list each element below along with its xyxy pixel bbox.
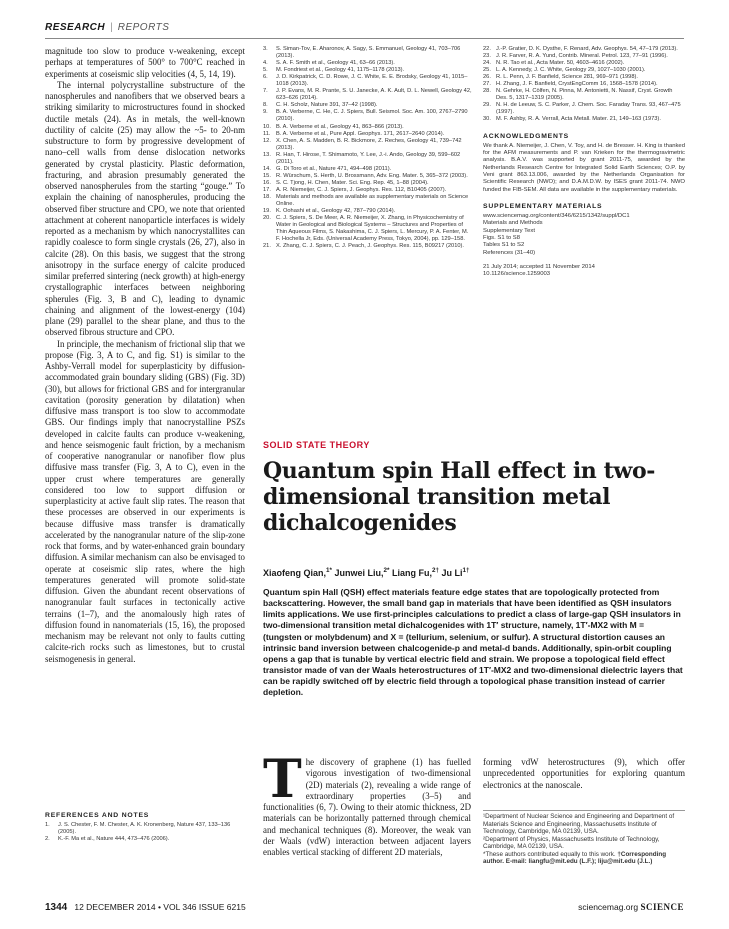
- reference-item: [483, 102, 685, 116]
- reference-number: 28.: [483, 88, 491, 95]
- subsection-label: REPORTS: [117, 22, 170, 33]
- reference-text: B. A. Verberne, C. He, C. J. Spiers, Bull. Seismol. Soc. Am. 100, 2767–2790 (2010).: [276, 109, 468, 123]
- reference-item: [483, 46, 685, 53]
- reference-number: 12.: [263, 137, 271, 144]
- middle-references: [263, 46, 473, 250]
- running-header: RESEARCH | REPORTS: [45, 22, 170, 33]
- body-paragraph: The internal polycrystalline substructure of the nanospherules and nanofibers that we observed bears a striking similarity to microstructures found in shocked ductile metals (24). As in metals, the well-known ductility of calcite (25) may allow the ~5- to 20-nm substructure to form by progressive development of nano–cell walls from dense dislocation networks generated by crystal plasticity. Plastic deformation, fracturing, and abrasion presumably generated the observed nanospherules from the starting “gouge.” To explain the chaining of nanospherules, producing the observed fiber structure and CPO, we note that oriented attachment at coherent nanoparticle interfaces is widely reported as a mechanism by which nanocrystallites can rapidly coalesce to form single crystals (26, 27), also in calcite (28). On this basis, we suggest that the strong anisotropy in the surface energy of calcite produced similar preferred sintering (neck growth) at high-energy crystallographic interfaces between neighboring spherules (Fig. 3, B and C), leading to dynamic chaining and alignment of the lowest-energy (104) plane (29) parallel to the shear plane, and thus to the observed fibrous structure and CPO.: [45, 79, 245, 338]
- reference-text: B. A. Verberne et al., Pure Appl. Geophys. 171, 2617–2640 (2014).: [276, 130, 445, 137]
- right-column: [483, 46, 685, 279]
- reference-number: 25.: [483, 67, 491, 74]
- affiliation: ¹Department of Nuclear Science and Engineering and Department of Materials Science and Engineering, Massachusetts Institute of Technology, Cambridge, MA 02139, USA.: [483, 813, 675, 835]
- reference-text: N. H. de Leeuw, S. C. Parker, J. Chem. Soc. Faraday Trans. 93, 467–475 (1997).: [496, 102, 681, 116]
- article-body-col1: [263, 749, 471, 858]
- reference-number: 9.: [263, 109, 268, 116]
- reference-number: 10.: [263, 123, 271, 130]
- reference-text: J. R. Farver, R. A. Yund, Contrib. Mineral. Petrol. 123, 77–91 (1996).: [496, 53, 668, 60]
- supplementary-item: Figs. S1 to S8: [483, 234, 520, 241]
- reference-text: A. R. Niemeijer, C. J. Spiers, J. Geophys. Res. 112, B10405 (2007).: [276, 186, 447, 193]
- body-paragraph: In principle, the mechanism of frictional slip that we propose (Fig. 3, A to C, and fig. S1) is similar to the Ashby-Verrall model for superplasticity by diffusion-accommodated grain boundary sliding (GBS) (Fig. 3D) (30), but allows for frictional GBS and for intergranular cavitation (porosity generation by dilatation) when diffusive mass transport is too slow to accommodate GBS. Our findings imply that nanocrystalline PSZs developed in calcite faults can produce v-weakening, and hence seismogenic fault friction, by a mechanism of cooperative nanogranular or nanofiber flow plus diffusive mass transfer (Fig. 3, A to C), even in the upper crust where temperatures are generally considered too low to support diffusion or superplasticity at active fault slip rates. The reason that these processes are observed in our experiments is because diffusive mass transfer is dramatically accelerated by the nanogranular nature of the slip-zone rock that forms, and by water-enhanced grain boundary diffusion. A similar mechanism can also be envisaged to operate at coseismic slip rates, where the high temperatures generated will promote solid-state diffusion. Given the abundant recent observations of nanogranular fault surfaces in tectonically active terrains (1–7), and the anomalously high rates of diffusion found in nanomaterials (15, 16), the proposed mechanism may be relevant not only to faults cutting calcite-rich rocks such as limestones, but to crustal seismogenesis in general.: [45, 338, 245, 664]
- reference-text: G. Di Toro et al., Nature 471, 494–498 (2011).: [276, 165, 392, 172]
- reference-item: [263, 124, 473, 131]
- supplementary-item: Materials and Methods: [483, 220, 543, 227]
- reference-item: [483, 116, 685, 123]
- reference-list: [45, 822, 245, 843]
- reference-number: 23.: [483, 53, 491, 60]
- left-column: [45, 46, 245, 665]
- reference-number: 4.: [263, 60, 268, 67]
- author: Junwei Liu,: [334, 568, 384, 578]
- section-label: RESEARCH: [45, 22, 106, 33]
- reference-item: [483, 60, 685, 67]
- body-text: he discovery of graphene (1) has fuelled vigorous investigation of two-dimensional (2D) materials (2), revealing a wide range of extraordinary properties (3–5) and functionalities (6, 7). Owing to their atomic thickness, 2D materials can be horizontally patterned through chemical and mechanical techniques (8). Moreover, the weak van der Waals (vdW) interaction between adjacent layers enables vertical stacking of different 2D materials,: [263, 757, 471, 857]
- reference-item: [263, 187, 473, 194]
- reference-number: 2.: [45, 836, 50, 843]
- page-footer: [45, 902, 684, 914]
- reference-number: 30.: [483, 116, 491, 123]
- reference-text: J. S. Chester, F. M. Chester, A. K. Kronenberg, Nature 437, 133–136 (2005).: [58, 822, 231, 836]
- reference-text: N. Gehrke, H. Cölfen, N. Pinna, M. Antonietti, N. Nassif, Cryst. Growth Des. 5, 1317–1319 (2005).: [496, 88, 673, 102]
- reference-item: [263, 60, 473, 67]
- reference-number: 8.: [263, 102, 268, 109]
- supplementary-item: References (31–40): [483, 249, 536, 256]
- reference-text: J.-P. Gratier, D. K. Dysthe, F. Renard, Adv. Geophys. 54, 47–179 (2013).: [496, 46, 678, 52]
- author-affil: 2†: [431, 567, 439, 574]
- reference-item: [483, 88, 685, 102]
- affiliations: [483, 810, 685, 866]
- author-affil: 1†: [462, 567, 470, 574]
- author: Xiaofeng Qian,: [263, 568, 327, 578]
- reference-item: [263, 215, 473, 243]
- acknowledgments-heading: ACKNOWLEDGMENTS: [483, 132, 570, 140]
- reference-item: [483, 74, 685, 81]
- reference-number: 16.: [263, 179, 271, 186]
- reference-number: 19.: [263, 208, 271, 215]
- reference-number: 18.: [263, 193, 271, 200]
- reference-item: [263, 166, 473, 173]
- reference-item: [263, 138, 473, 152]
- reference-number: 3.: [263, 46, 268, 52]
- reference-number: 5.: [263, 67, 268, 74]
- reference-text: R. Würschum, S. Herth, U. Brossmann, Adv. Eng. Mater. 5, 365–372 (2003).: [276, 172, 468, 179]
- reference-text: K. Oohashi et al., Geology 42, 787–790 (2014).: [276, 208, 396, 215]
- reference-text: K.-F. Ma et al., Nature 444, 473–476 (2006).: [58, 836, 170, 843]
- article-kicker: SOLID STATE THEORY: [263, 440, 370, 450]
- reference-item: [263, 131, 473, 138]
- reference-item: [263, 152, 473, 166]
- reference-text: M. F. Ashby, R. A. Verrall, Acta Metall. Mater. 21, 149–163 (1973).: [496, 116, 661, 123]
- reference-number: 14.: [263, 165, 271, 172]
- reference-item: [483, 81, 685, 88]
- header-rule: [45, 38, 684, 39]
- author: Liang Fu,: [391, 568, 432, 578]
- reference-number: 6.: [263, 74, 268, 81]
- reference-item: [263, 173, 473, 180]
- author-affil: 1*: [326, 567, 332, 574]
- article-body-col2: [483, 757, 685, 791]
- reference-text: X. Chen, A. S. Madden, B. R. Bickmore, Z. Reches, Geology 41, 739–742 (2013).: [276, 137, 462, 151]
- journal-name: SCIENCE: [640, 902, 684, 912]
- issue-info: 12 DECEMBER 2014 • VOL 346 ISSUE 6215: [74, 902, 246, 912]
- reference-text: S. C. Tjong, H. Chen, Mater. Sci. Eng. Rep. 45, 1–88 (2004).: [276, 179, 429, 186]
- references-heading: REFERENCES AND NOTES: [45, 812, 150, 819]
- reference-item: [263, 88, 473, 102]
- reference-text: Materials and methods are available as supplementary materials on Science Online.: [276, 193, 469, 208]
- affiliation: ²Department of Physics, Massachusetts Institute of Technology, Cambridge, MA 02139, USA.: [483, 835, 660, 850]
- reference-text: J. P. Evans, M. R. Prante, S. U. Janecke, A. K. Ault, D. L. Newell, Geology 42, 623–626 (2014).: [276, 88, 472, 102]
- site-link[interactable]: sciencemag.org: [578, 902, 639, 912]
- reference-number: 26.: [483, 74, 491, 81]
- reference-item: [263, 208, 473, 215]
- reference-number: 17.: [263, 186, 271, 193]
- article-title: Quantum spin Hall effect in two-dimensional transition metal dichalcogenides: [263, 458, 655, 536]
- reference-number: 27.: [483, 81, 491, 88]
- supplementary-link[interactable]: www.sciencemag.org/content/346/6215/1342/suppl/DC1: [483, 212, 630, 219]
- reference-text: C. H. Scholz, Nature 391, 37–42 (1998).: [276, 102, 378, 109]
- reference-number: 24.: [483, 60, 491, 67]
- reference-text: C. J. Spiers, S. De Meer, A. R. Niemeijer, X. Zhang, in Physicochemistry of Water in Geological and Biological Systems – Structures and Properties of Thin Aqueous Films, S. Nakashima, C. J. Spiers, L. Mercury, P. A. Fenter, M. F. Hochella Jr, Eds. (Universal Academy Press, Tokyo, 2004), pp. 129–158.: [276, 215, 469, 243]
- reference-item: [483, 67, 685, 74]
- reference-number: 29.: [483, 102, 491, 109]
- dates: [483, 264, 685, 279]
- reference-text: R. L. Penn, J. F. Banfield, Science 281, 969–971 (1998).: [496, 74, 638, 81]
- supplementary-list: [483, 213, 685, 257]
- supplementary-heading: SUPPLEMENTARY MATERIALS: [483, 202, 603, 210]
- reference-text: N. R. Tao et al., Acta Mater. 50, 4603–4616 (2002).: [496, 60, 625, 67]
- drop-cap: T: [263, 749, 302, 810]
- corresponding-author-note: †Corresponding author. E-mail: liangfu@mit.edu (L.F.); liju@mit.edu (J.L.): [483, 850, 667, 865]
- reference-item: [263, 102, 473, 109]
- reference-text: X. Zhang, C. J. Spiers, C. J. Peach, J. Geophys. Res. 115, B09217 (2010).: [276, 243, 464, 250]
- reference-number: 20.: [263, 215, 271, 222]
- reference-number: 15.: [263, 172, 271, 179]
- author-affil: 2*: [383, 567, 390, 574]
- reference-number: 1.: [45, 822, 50, 828]
- reference-text: S. A. F. Smith et al., Geology 41, 63–66 (2013).: [276, 60, 395, 67]
- reference-item: [263, 180, 473, 187]
- reference-number: 22.: [483, 46, 491, 52]
- reference-item: [45, 822, 245, 836]
- body-text: forming vdW heterostructures (9), which offer unprecedented opportunities for exploring quantum electronics at the nanoscale.: [483, 757, 685, 790]
- reference-text: M. Fondriest et al., Geology 41, 1175–1178 (2013).: [276, 67, 405, 74]
- left-references: [45, 806, 245, 843]
- page-number: 1344: [45, 902, 68, 913]
- reference-text: H. Zhang, J. F. Banfield, CrystEngComm 16, 1568–1578 (2014).: [496, 81, 658, 88]
- reference-number: 11.: [263, 130, 271, 137]
- reference-item: [45, 836, 245, 843]
- abstract: Quantum spin Hall (QSH) effect materials feature edge states that are topologically protected from backscattering. However, the small band gap in materials that have been identified as QSH insulators limits applications. We use first-principles calculations to predict a class of large-gap QSH insulators in two-dimensional transition metal dichalcogenides with 1T′ structure, namely, 1T′-MX2 with M = (tungsten or molybdenum) and X = (tellurium, selenium, or sulfur). A structural distortion causes an intrinsic band inversion between chalcogenide-p and metal-d bands. Additionally, spin-orbit coupling opens a gap that is tunable by vertical electric field and strain. We propose a topological field effect transistor made of van der Waals heterostructures of 1T′-MX2 and two-dimensional dielectric layers that can be rapidly switched off by electric field through a topological phase transition instead of carrier depletion.: [263, 587, 683, 698]
- reference-number: 7.: [263, 88, 268, 95]
- doi[interactable]: 10.1126/science.1259003: [483, 271, 551, 278]
- reference-number: 21.: [263, 243, 271, 250]
- author-list: [263, 568, 470, 578]
- supplementary-item: Tables S1 to S2: [483, 242, 525, 249]
- equal-contribution-note: *These authors contributed equally to this work.: [483, 850, 616, 858]
- reference-text: J. D. Kirkpatrick, C. D. Rowe, J. C. White, E. E. Brodsky, Geology 41, 1015–1018 (2013).: [276, 74, 468, 88]
- supplementary-item: Supplementary Text: [483, 227, 535, 234]
- reference-item: [263, 46, 473, 60]
- reference-text: B. A. Verberne et al., Geology 41, 863–866 (2013).: [276, 123, 404, 130]
- reference-item: [263, 67, 473, 74]
- received-accepted-date: 21 July 2014; accepted 11 November 2014: [483, 263, 595, 270]
- reference-item: [263, 74, 473, 88]
- body-paragraph: magnitude too slow to produce v-weakening, except perhaps at temperatures of 500° to 700°C reached in experiments at coseismic slip velocities (4, 5, 14, 19).: [45, 46, 245, 79]
- reference-text: L. A. Kennedy, J. C. White, Geology 29, 1027–1030 (2001).: [496, 67, 646, 74]
- author: Ju Li: [441, 568, 463, 578]
- reference-list: [483, 46, 685, 124]
- reference-item: [483, 53, 685, 60]
- reference-text: R. Han, T. Hirose, T. Shimamoto, Y. Lee, J.-i. Ando, Geology 39, 599–602 (2011).: [276, 151, 461, 165]
- reference-item: [263, 109, 473, 123]
- reference-text: S. Siman-Tov, E. Aharonov, A. Sagy, S. Emmanuel, Geology 41, 703–706 (2013).: [276, 46, 461, 60]
- reference-item: [263, 243, 473, 250]
- reference-number: 13.: [263, 151, 271, 158]
- acknowledgments-text: We thank A. Niemeijer, J. Chen, V. Toy, and H. de Bresser. H. King is thanked for the AFM measurements and P. van Krieken for the thermogravimetric analysis. B.A.V. was supported by grant 2011-75, awarded by the Netherlands Research Centre for Integrated Solid Earth Sciences; O.P. by Veni grant 863.13.006, awarded by the Netherlands Organisation for Scientific Research (NWO); and D.A.M.D.W. by ISES grant 2011-74. NWO funded the FIB-SEM. All data are available in the supplementary materials.: [483, 142, 685, 193]
- reference-item: [263, 194, 473, 208]
